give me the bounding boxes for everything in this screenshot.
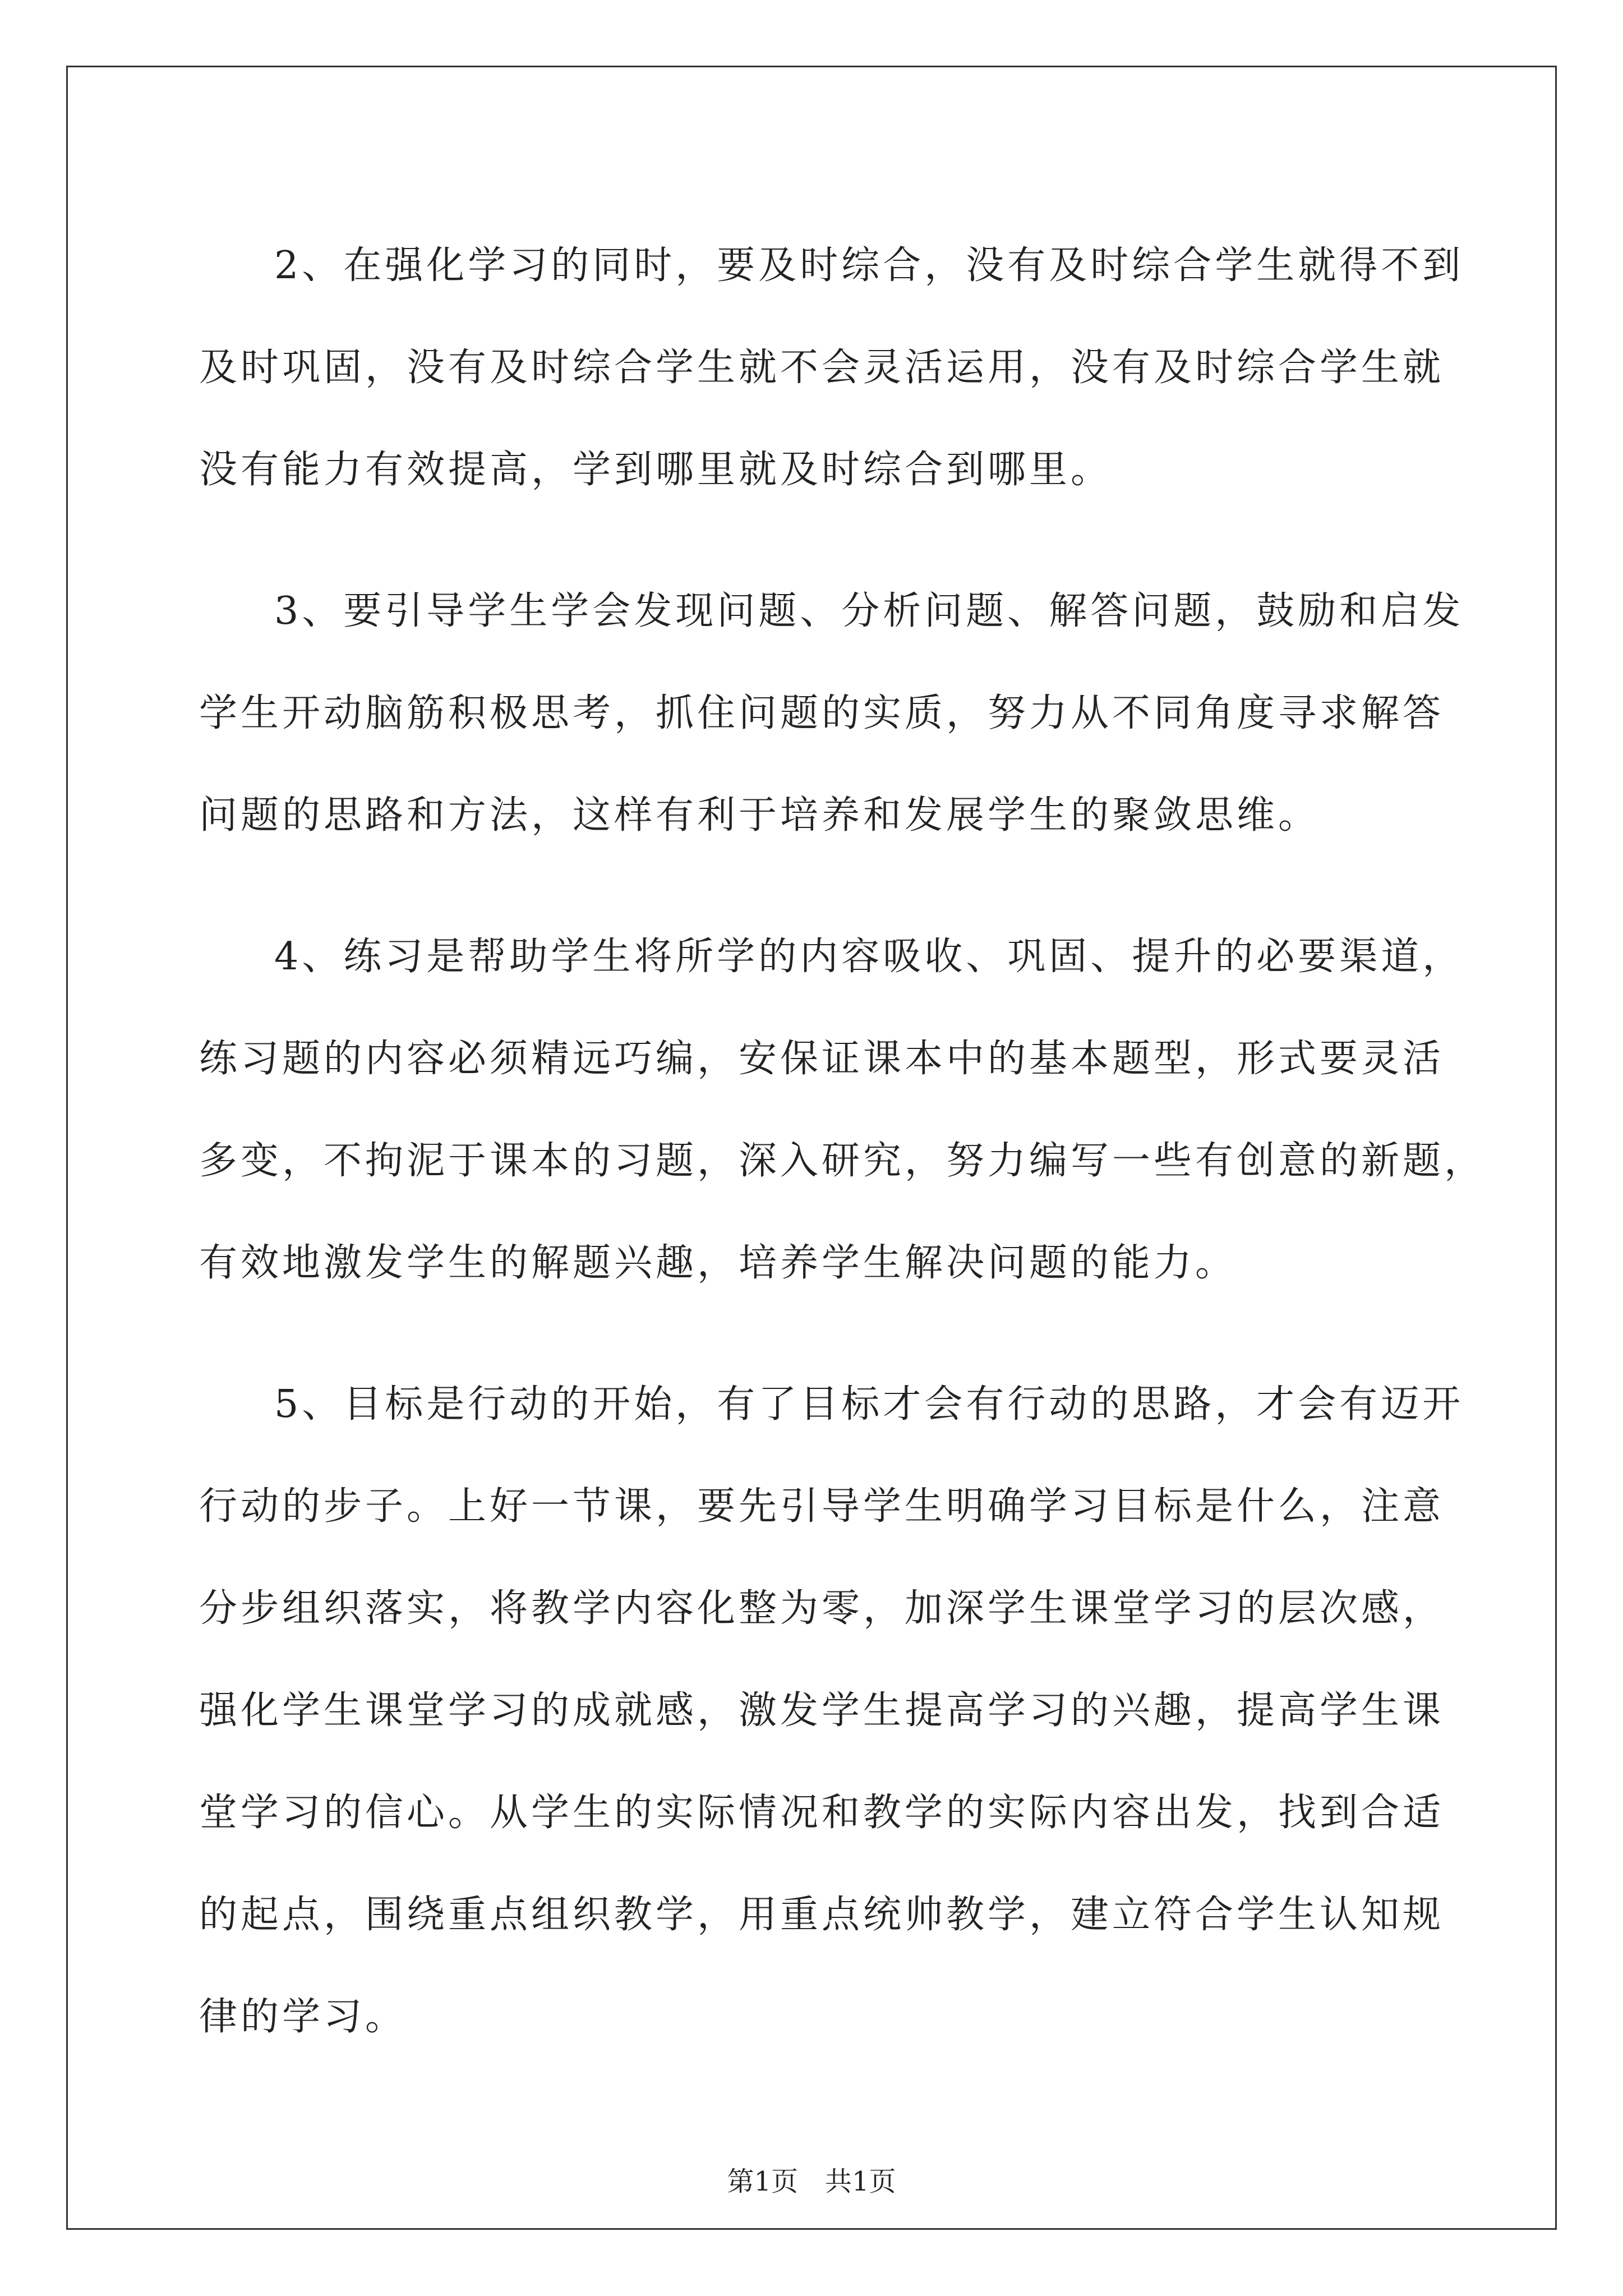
text-line: 堂学习的信心。从学生的实际情况和教学的实际内容出发，找到合适 <box>199 1791 1445 1835</box>
text-line: 强化学生课堂学习的成就感，激发学生提高学习的兴趣，提高学生课 <box>199 1688 1445 1733</box>
text-line: 没有能力有效提高，学到哪里就及时综合到哪里。 <box>199 448 1113 492</box>
text-line: 2、在强化学习的同时，要及时综合，没有及时综合学生就得不到 <box>274 243 1464 288</box>
paragraph-2 <box>199 215 1464 521</box>
paragraph-3 <box>199 560 1464 867</box>
paragraph-4 <box>199 906 1486 1314</box>
text-line: 问题的思路和方法，这样有利于培养和发展学生的聚敛思维。 <box>199 793 1320 838</box>
page-footer: 第1页 共1页 <box>727 2166 896 2197</box>
text-line: 有效地激发学生的解题兴趣，培养学生解决问题的能力。 <box>199 1241 1237 1285</box>
text-line: 的起点，围绕重点组织教学，用重点统帅教学，建立符合学生认知规 <box>199 1893 1445 1937</box>
paragraph-5 <box>199 1354 1464 2068</box>
document-body <box>199 215 1486 2068</box>
text-line: 4、练习是帮助学生将所学的内容吸收、巩固、提升的必要渠道， <box>274 935 1464 979</box>
text-line: 多变，不拘泥于课本的习题，深入研究，努力编写一些有创意的新题， <box>199 1139 1486 1183</box>
text-line: 行动的步子。上好一节课，要先引导学生明确学习目标是什么，注意 <box>199 1484 1445 1529</box>
text-line: 3、要引导学生学会发现问题、分析问题、解答问题，鼓励和启发 <box>274 589 1464 633</box>
text-line: 分步组织落实，将教学内容化整为零，加深学生课堂学习的层次感， <box>199 1586 1445 1631</box>
text-line: 学生开动脑筋积极思考，抓住问题的实质，努力从不同角度寻求解答 <box>199 691 1445 735</box>
text-line: 及时巩固，没有及时综合学生就不会灵活运用，没有及时综合学生就 <box>199 346 1445 390</box>
text-line: 律的学习。 <box>199 1995 407 2039</box>
text-line: 5、目标是行动的开始，有了目标才会有行动的思路，才会有迈开 <box>274 1382 1464 1427</box>
text-line: 练习题的内容必须精远巧编，安保证课本中的基本题型，形式要灵活 <box>199 1037 1445 1081</box>
